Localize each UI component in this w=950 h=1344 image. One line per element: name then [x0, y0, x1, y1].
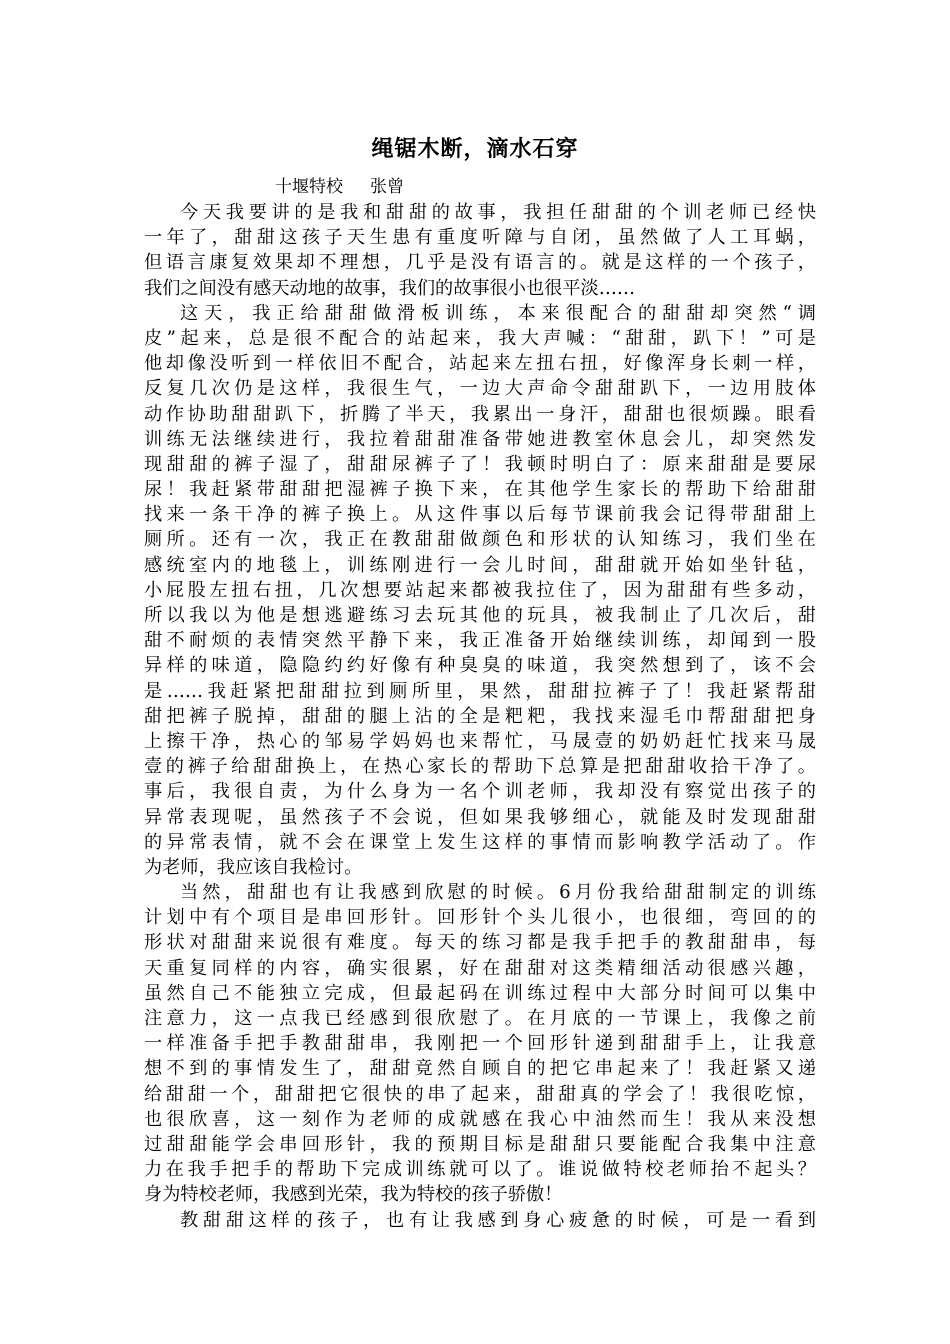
body-line: 形状对甜甜来说很有难度。每天的练习都是我手把手的教甜甜串，每 — [144, 932, 816, 954]
body-line: 厕所。还有一次，我正在教甜甜做颜色和形状的认知练习，我们坐在 — [144, 529, 816, 551]
body-line: 身为特校老师，我感到光荣，我为特校的孩子骄傲！ — [144, 1184, 563, 1206]
body-line: 给甜甜一个，甜甜把它很快的串了起来，甜甜真的学会了！我很吃惊， — [144, 1083, 816, 1105]
body-line: 小屁股左扭右扭，几次想要站起来都被我拉住了，因为甜甜有些多动， — [144, 579, 816, 601]
body-line: 为老师，我应该自我检讨。 — [144, 856, 363, 878]
body-line: 甜不耐烦的表情突然平静下来，我正准备开始继续训练，却闻到一股 — [144, 630, 816, 652]
body-line: 异样的味道，隐隐约约好像有种臭臭的味道，我突然想到了，该不会 — [144, 655, 816, 677]
body-line: 找来一条干净的裤子换上。从这件事以后每节课前我会记得带甜甜上 — [144, 504, 816, 526]
body-line: 感统室内的地毯上，训练刚进行一会儿时间，甜甜就开始如坐针毡， — [144, 554, 816, 576]
body-line: 是……我赶紧把甜甜拉到厕所里，果然，甜甜拉裤子了！我赶紧帮甜 — [144, 680, 816, 702]
body-line: 甜把裤子脱掉，甜甜的腿上沾的全是粑粑，我找来湿毛巾帮甜甜把身 — [144, 705, 816, 727]
body-line: 也很欣喜，这一刻作为老师的成就感在我心中油然而生！我从来没想 — [144, 1108, 816, 1130]
body-line: 今天我要讲的是我和甜甜的故事，我担任甜甜的个训老师已经快 — [180, 202, 816, 223]
body-line: 的异常表情，就不会在课堂上发生这样的事情而影响教学活动了。作 — [144, 831, 816, 853]
document-title: 绳锯木断，滴水石穿 — [371, 136, 579, 162]
body-line: 异常表现呢，虽然孩子不会说，但如果我够细心，就能及时发现甜甜 — [144, 806, 816, 828]
body-line: 天重复同样的内容，确实很累，好在甜甜对这类精细活动很感兴趣， — [144, 957, 816, 979]
body-line: 一样准备手把手教甜甜串，我刚把一个回形针递到甜甜手上，让我意 — [144, 1033, 816, 1055]
body-line: 皮”起来，总是很不配合的站起来，我大声喊：“甜甜，趴下！”可是 — [144, 327, 816, 349]
body-line: 过甜甜能学会串回形针，我的预期目标是甜甜只要能配合我集中注意 — [144, 1133, 816, 1155]
body-line: 上擦干净，热心的邹易学妈妈也来帮忙，马晟壹的奶奶赶忙找来马晟 — [144, 730, 816, 752]
body-line: 教甜甜这样的孩子，也有让我感到身心疲惫的时候，可是一看到 — [180, 1209, 816, 1231]
body-line: 力在我手把手的帮助下完成训练就可以了。谁说做特校老师抬不起头？ — [144, 1159, 816, 1181]
body-line: 事后，我很自责，为什么身为一名个训老师，我却没有察觉出孩子的 — [144, 781, 816, 803]
body-line: 但语言康复效果却不理想，几乎是没有语言的。就是这样的一个孩子， — [144, 252, 816, 274]
body-line: 虽然自己不能独立完成，但最起码在训练过程中大部分时间可以集中 — [144, 982, 816, 1004]
body-line: 我们之间没有感天动地的故事，我们的故事很小也很平淡…… — [144, 277, 636, 299]
body-line: 当然，甜甜也有让我感到欣慰的时候。6月份我给甜甜制定的训练 — [180, 882, 816, 904]
body-line: 动作协助甜甜趴下，折腾了半天，我累出一身汗，甜甜也很烦躁。眼看 — [144, 403, 816, 425]
body-line: 这天，我正给甜甜做滑板训练，本来很配合的甜甜却突然“调 — [180, 302, 816, 324]
document-body — [144, 200, 816, 1233]
body-line: 壹的裤子给甜甜换上，在热心家长的帮助下总算是把甜甜收拾干净了。 — [144, 756, 816, 778]
body-line: 一年了，甜甜这孩子天生患有重度听障与自闭，虽然做了人工耳蜗， — [144, 227, 816, 249]
body-line: 反复几次仍是这样，我很生气，一边大声命令甜甜趴下，一边用肢体 — [144, 378, 816, 400]
body-line: 所以我以为他是想逃避练习去玩其他的玩具，被我制止了几次后，甜 — [144, 605, 816, 626]
body-line: 现甜甜的裤子湿了，甜甜尿裤子了！我顿时明白了：原来甜甜是要尿 — [144, 453, 816, 475]
body-line: 尿！我赶紧带甜甜把湿裤子换下来，在其他学生家长的帮助下给甜甜 — [144, 479, 816, 501]
author-byline: 十堰特校 张曾 — [275, 177, 405, 197]
body-line: 注意力，这一点我已经感到很欣慰了。在月底的一节课上，我像之前 — [144, 1008, 816, 1029]
body-line: 想不到的事情发生了，甜甜竟然自顾自的把它串起来了！我赶紧又递 — [144, 1058, 816, 1080]
body-line: 计划中有个项目是串回形针。回形针个头儿很小，也很细，弯回的的 — [144, 907, 816, 929]
body-line: 他却像没听到一样依旧不配合，站起来左扭右扭，好像浑身长刺一样， — [144, 353, 816, 375]
body-line: 训练无法继续进行，我拉着甜甜准备带她进教室休息会儿，却突然发 — [144, 428, 816, 450]
